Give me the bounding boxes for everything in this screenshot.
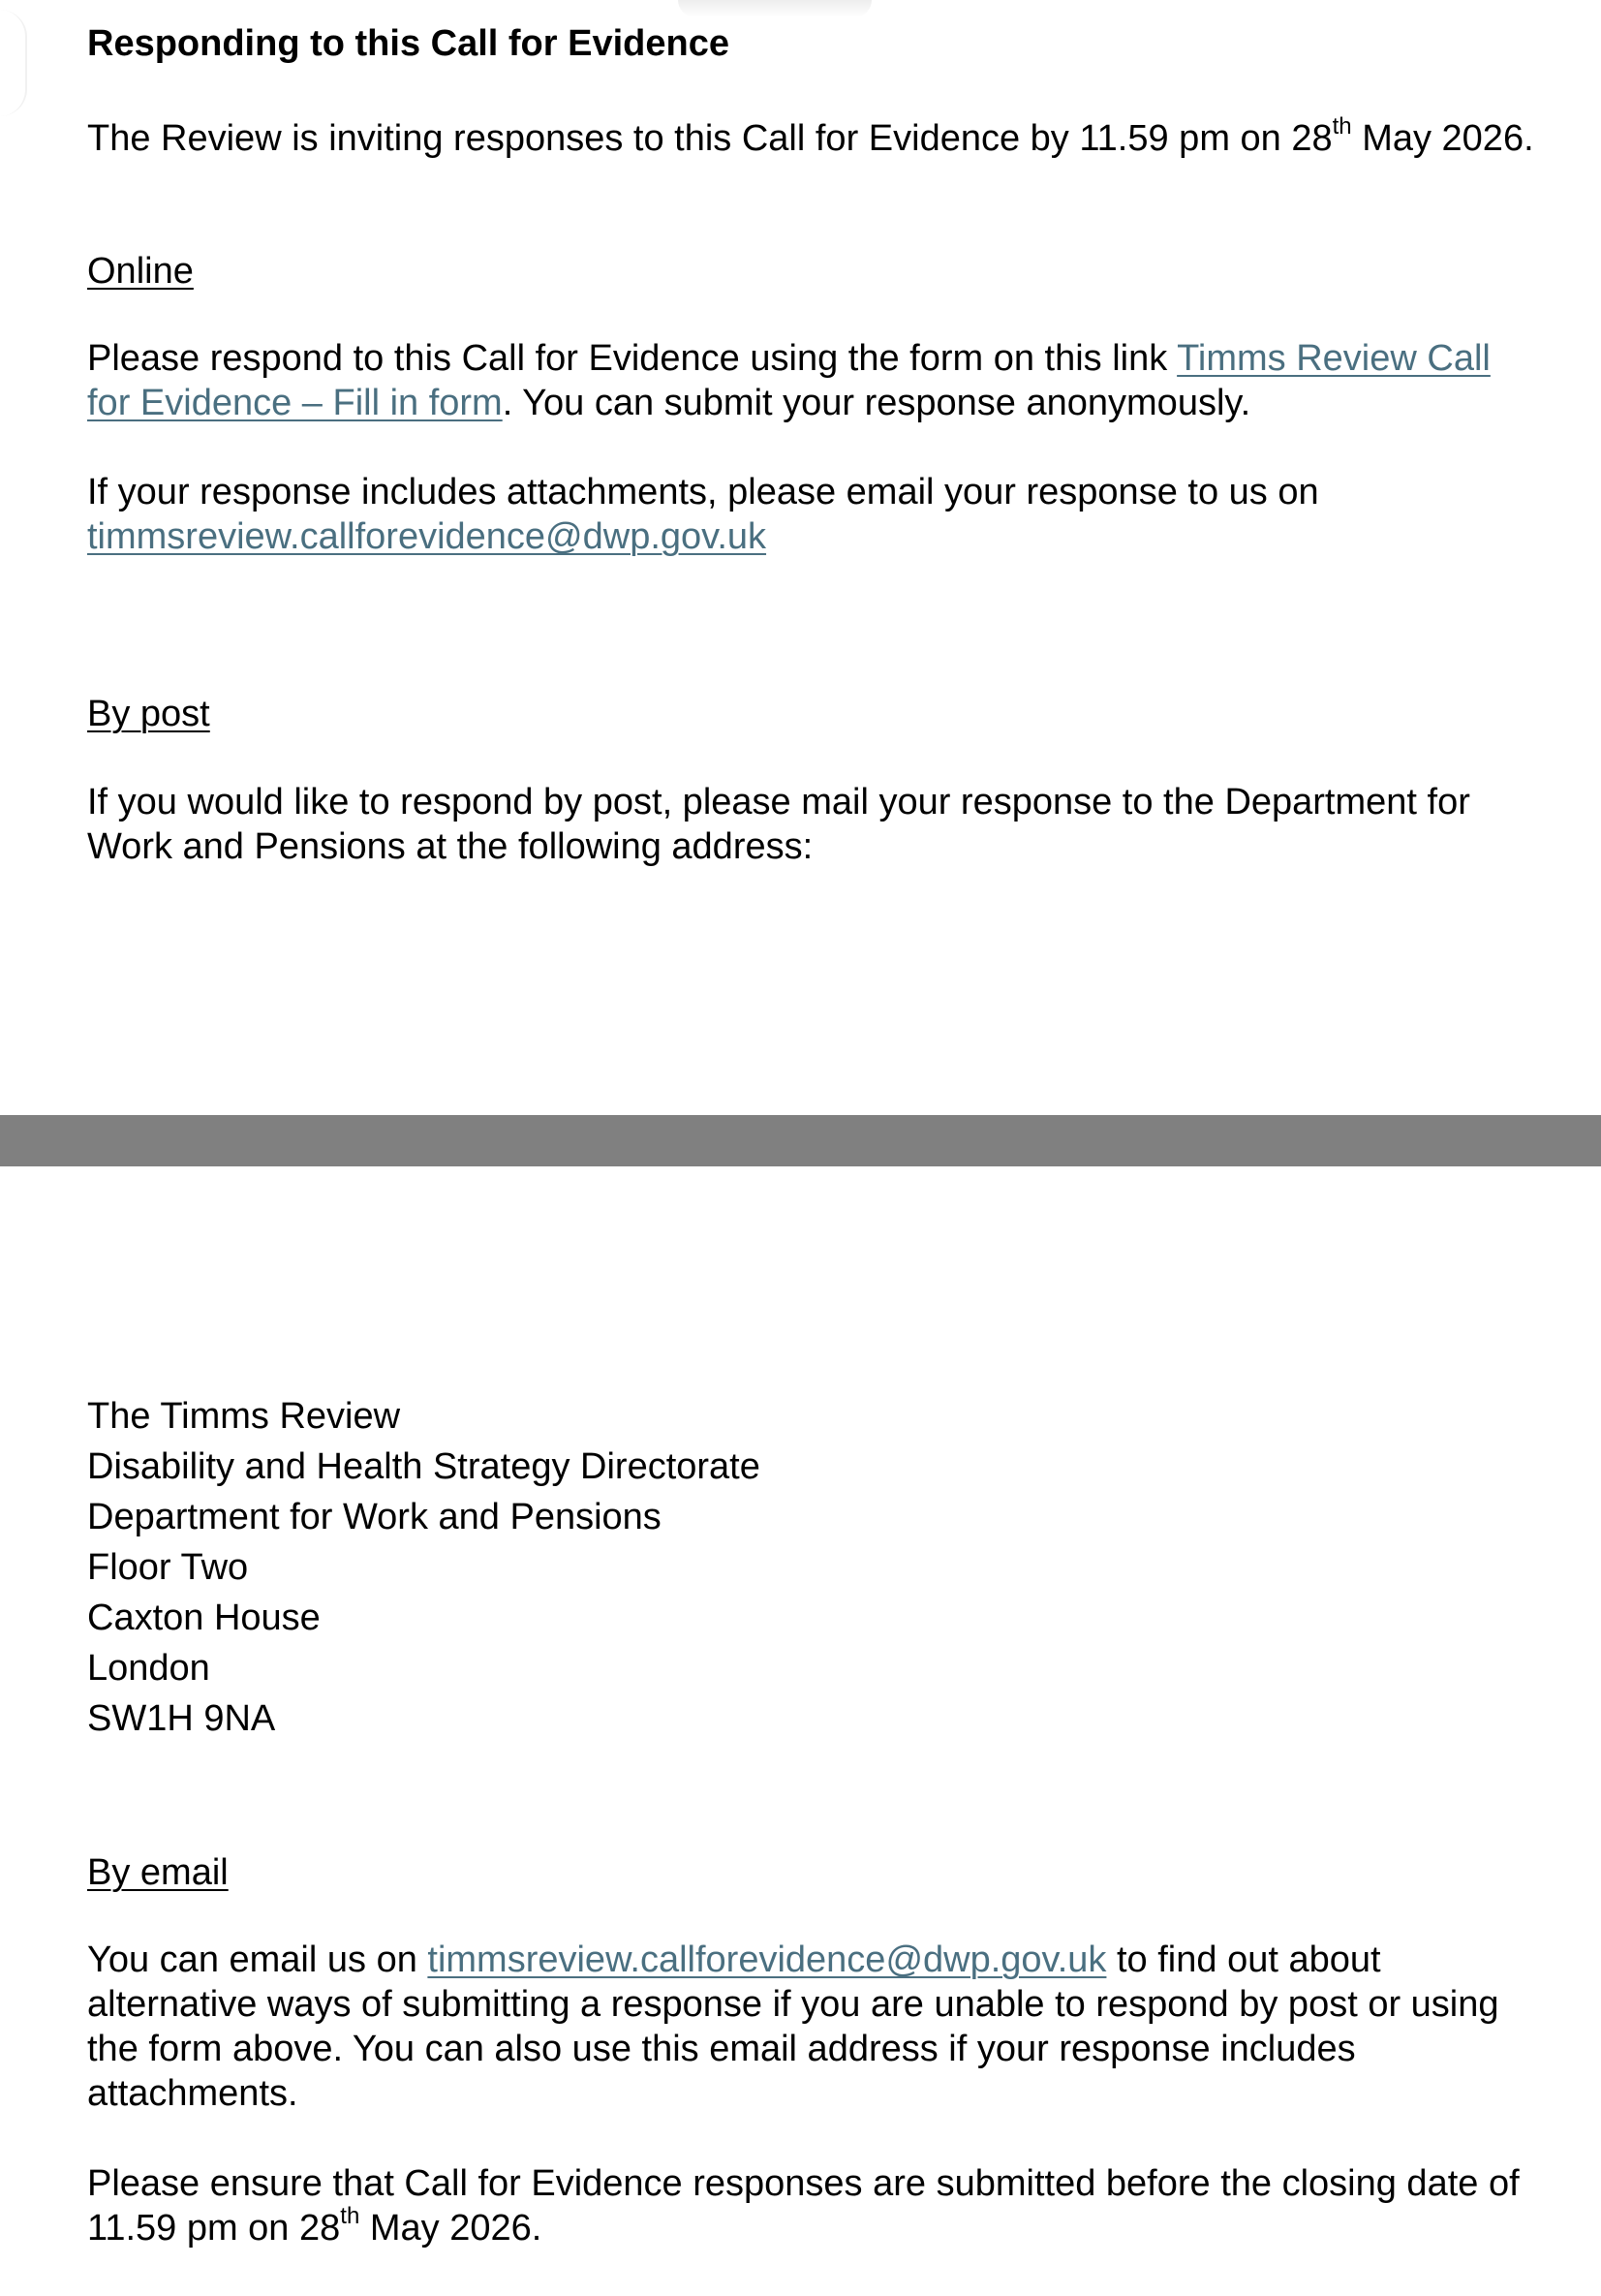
address-line: Disability and Health Strategy Directorate (87, 1446, 760, 1487)
post-paragraph: If you would like to respond by post, please mail your response to the Department for Work and Pensions at the following address: (87, 782, 1470, 867)
intro-text: The Review is inviting responses to this Call for Evidence by 11.59 pm on 28 (87, 118, 1333, 159)
page-lower (0, 1166, 1601, 2296)
intro-ordinal: th (1332, 113, 1352, 140)
email-paragraph (87, 1938, 1540, 2116)
address-line: London (87, 1648, 210, 1689)
section-heading: Responding to this Call for Evidence (87, 23, 729, 64)
online-text: Please respond to this Call for Evidence using the form on this link (87, 338, 1178, 379)
top-shadow (678, 0, 872, 17)
page-separator (0, 1115, 1601, 1166)
closing-text-end: May 2026. (359, 2208, 542, 2249)
attachments-paragraph (87, 470, 1540, 559)
page-edge-mark (0, 10, 27, 116)
email-text: You can email us on (87, 1939, 428, 1980)
address-line: SW1H 9NA (87, 1698, 276, 1739)
address-line: Floor Two (87, 1547, 249, 1588)
postal-address (87, 1391, 1540, 1744)
address-line: The Timms Review (87, 1396, 401, 1437)
online-paragraph (87, 336, 1540, 425)
closing-ordinal: th (340, 2203, 360, 2230)
online-subheading: Online (87, 251, 194, 292)
page-upper (0, 0, 1601, 1115)
address-line: Caxton House (87, 1598, 321, 1638)
email-text-end: to find out about alternative ways of submitting a response if you are unable to respond by post or using the form above. You can also use this email address if your response includes attachments. (87, 1939, 1499, 2114)
post-subheading: By post (87, 694, 210, 734)
address-line: Department for Work and Pensions (87, 1497, 662, 1537)
online-text-end: . You can submit your response anonymously. (502, 383, 1251, 423)
email-subheading: By email (87, 1852, 229, 1893)
form-link[interactable]: Timms Review Call for Evidence – Fill in form (87, 338, 1491, 423)
email-link[interactable]: timmsreview.callforevidence@dwp.gov.uk (427, 1939, 1107, 1980)
closing-text: Please ensure that Call for Evidence responses are submitted before the closing date of 11.59 pm on 28 (87, 2163, 1520, 2249)
email-link[interactable]: timmsreview.callforevidence@dwp.gov.uk (87, 516, 767, 557)
closing-paragraph (87, 2161, 1540, 2250)
intro-text-end: May 2026. (1351, 118, 1534, 159)
attachments-text: If your response includes attachments, please email your response to us on (87, 472, 1319, 512)
intro-paragraph (87, 113, 1540, 161)
